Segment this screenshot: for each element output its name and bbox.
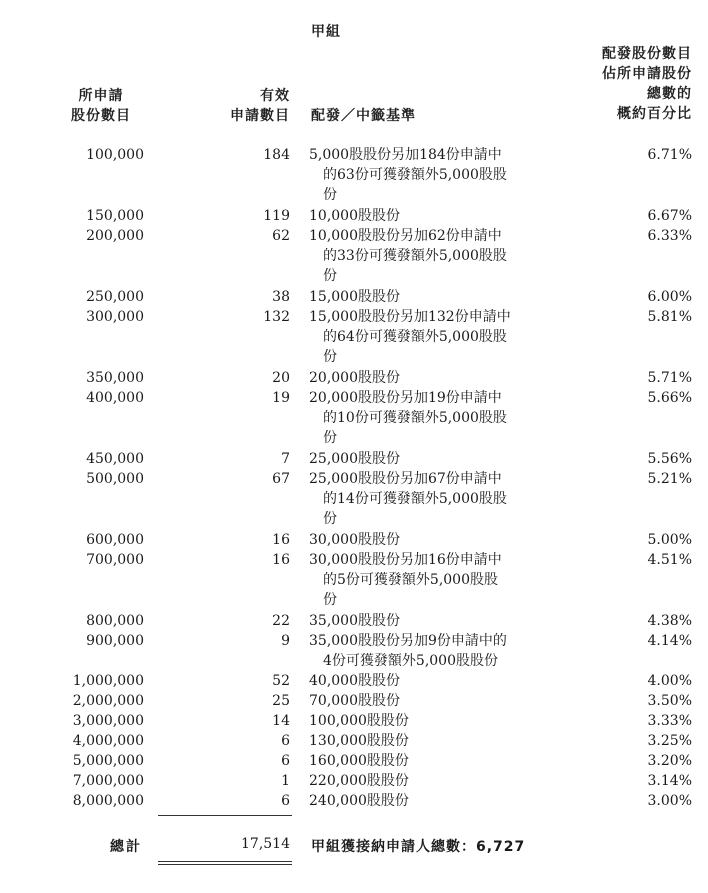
- basis-line: 30,000股股份: [309, 532, 400, 548]
- valid-applications-cell: 16: [272, 552, 290, 568]
- table-row: [0, 469, 708, 529]
- valid-applications-cell: 132: [263, 309, 290, 325]
- basis-cell: [309, 226, 549, 286]
- percentage-cell: 3.00%: [647, 793, 692, 809]
- basis-cell: [309, 449, 549, 469]
- basis-line: 70,000股股份: [309, 693, 400, 709]
- basis-line: 10,000股股份: [309, 208, 400, 224]
- percentage-cell: 3.50%: [647, 693, 692, 709]
- percentage-cell: 5.66%: [647, 390, 692, 406]
- basis-cell: [309, 368, 549, 388]
- percentage-cell: 6.71%: [647, 147, 692, 163]
- basis-cell: [309, 671, 549, 691]
- shares-applied-cell: 400,000: [86, 390, 144, 406]
- basis-cell: [309, 388, 549, 448]
- basis-line: 30,000股股份另加16份申請中: [309, 552, 502, 568]
- basis-line: 5,000股股份另加184份申請中: [309, 147, 502, 163]
- basis-line: 份: [323, 349, 337, 365]
- basis-line: 的64份可獲發額外5,000股股: [323, 329, 507, 345]
- valid-applications-cell: 25: [272, 693, 290, 709]
- basis-line: 份: [323, 511, 337, 527]
- shares-applied-cell: 150,000: [86, 208, 144, 224]
- basis-line: 的33份可獲發額外5,000股股: [323, 248, 507, 264]
- shares-applied-cell: 200,000: [86, 228, 144, 244]
- header-shares-applied-line: 股份數目: [71, 108, 131, 124]
- shares-applied-cell: 5,000,000: [72, 753, 144, 769]
- header-percentage-line: 概約百分比: [617, 106, 692, 122]
- table-row: [0, 388, 708, 448]
- percentage-cell: 3.33%: [647, 713, 692, 729]
- basis-line: 35,000股股份另加9份申請中的: [309, 633, 507, 649]
- header-shares-applied-line: 所申請: [78, 88, 124, 104]
- basis-cell: [309, 751, 549, 771]
- valid-applications-cell: 6: [281, 733, 290, 749]
- basis-cell: [309, 731, 549, 751]
- shares-applied-cell: 500,000: [86, 471, 144, 487]
- table-row: [0, 368, 708, 388]
- basis-line: 的63份可獲發額外5,000股股: [323, 167, 507, 183]
- basis-line: 100,000股股份: [309, 713, 409, 729]
- allocation-table: [0, 145, 708, 811]
- header-valid-applications-line: 申請數目: [230, 108, 290, 124]
- shares-applied-cell: 1,000,000: [72, 673, 144, 689]
- basis-line: 的14份可獲發額外5,000股股: [323, 491, 507, 507]
- percentage-cell: 6.33%: [647, 228, 692, 244]
- basis-line: 130,000股股份: [309, 733, 409, 749]
- basis-line: 的5份可獲發額外5,000股股: [323, 572, 498, 588]
- header-valid-applications: [190, 86, 290, 126]
- basis-cell: [309, 206, 549, 226]
- table-row: [0, 307, 708, 367]
- table-row: [0, 206, 708, 226]
- basis-line: 220,000股股份: [309, 773, 409, 789]
- valid-applications-cell: 7: [281, 451, 290, 467]
- basis-cell: [309, 145, 549, 205]
- header-percentage-line: 總數的: [647, 86, 692, 102]
- valid-applications-cell: 184: [263, 147, 290, 163]
- table-row: [0, 671, 708, 691]
- valid-applications-cell: 20: [272, 370, 290, 386]
- table-row: [0, 550, 708, 610]
- table-row: [0, 771, 708, 791]
- total-double-rule-top: [158, 861, 292, 862]
- basis-cell: [309, 530, 549, 550]
- shares-applied-cell: 3,000,000: [72, 713, 144, 729]
- table-row: [0, 449, 708, 469]
- valid-applications-cell: 119: [263, 208, 290, 224]
- valid-applications-cell: 6: [281, 793, 290, 809]
- percentage-cell: 5.81%: [647, 309, 692, 325]
- basis-cell: [309, 469, 549, 529]
- basis-cell: [309, 287, 549, 307]
- basis-line: 4份可獲發額外5,000股股份: [323, 653, 498, 669]
- shares-applied-cell: 7,000,000: [72, 773, 144, 789]
- valid-applications-cell: 6: [281, 753, 290, 769]
- table-row: [0, 287, 708, 307]
- shares-applied-cell: 700,000: [86, 552, 144, 568]
- table-row: [0, 530, 708, 550]
- shares-applied-cell: 450,000: [86, 451, 144, 467]
- table-row: [0, 731, 708, 751]
- valid-applications-cell: 62: [272, 228, 290, 244]
- basis-line: 15,000股股份另加132份申請中: [309, 309, 511, 325]
- basis-cell: [309, 791, 549, 811]
- percentage-cell: 5.56%: [647, 451, 692, 467]
- table-row: [0, 611, 708, 631]
- basis-line: 10,000股股份另加62份申請中: [309, 228, 502, 244]
- header-basis: 配發／中籤基準: [311, 108, 416, 124]
- valid-applications-cell: 19: [272, 390, 290, 406]
- percentage-cell: 4.38%: [647, 613, 692, 629]
- valid-applications-cell: 1: [281, 773, 290, 789]
- basis-line: 25,000股股份: [309, 451, 400, 467]
- shares-applied-cell: 300,000: [86, 309, 144, 325]
- group-title: 甲組: [311, 24, 341, 40]
- valid-applications-cell: 16: [272, 532, 290, 548]
- percentage-cell: 6.00%: [647, 289, 692, 305]
- percentage-cell: 5.71%: [647, 370, 692, 386]
- percentage-cell: 4.14%: [647, 633, 692, 649]
- header-percentage: [560, 44, 692, 124]
- shares-applied-cell: 100,000: [86, 147, 144, 163]
- shares-applied-cell: 900,000: [86, 633, 144, 649]
- percentage-cell: 4.51%: [647, 552, 692, 568]
- total-valid-applications: 17,514: [241, 836, 290, 852]
- basis-line: 份: [323, 592, 337, 608]
- valid-applications-cell: 22: [272, 613, 290, 629]
- percentage-cell: 3.25%: [647, 733, 692, 749]
- basis-line: 20,000股股份另加19份申請中: [309, 390, 502, 406]
- table-row: [0, 751, 708, 771]
- basis-line: 份: [323, 268, 337, 284]
- basis-line: 份: [323, 430, 337, 446]
- basis-cell: [309, 611, 549, 631]
- basis-cell: [309, 631, 549, 671]
- header-shares-applied: [60, 86, 142, 126]
- percentage-cell: 3.14%: [647, 773, 692, 789]
- shares-applied-cell: 350,000: [86, 370, 144, 386]
- percentage-cell: 3.20%: [647, 753, 692, 769]
- total-double-rule-bottom: [158, 864, 292, 865]
- shares-applied-cell: 4,000,000: [72, 733, 144, 749]
- table-row: [0, 791, 708, 811]
- table-row: [0, 226, 708, 286]
- basis-cell: [309, 307, 549, 367]
- valid-applications-cell: 9: [281, 633, 290, 649]
- basis-cell: [309, 691, 549, 711]
- basis-line: 160,000股股份: [309, 753, 409, 769]
- basis-line: 35,000股股份: [309, 613, 400, 629]
- percentage-cell: 5.21%: [647, 471, 692, 487]
- percentage-cell: 5.00%: [647, 532, 692, 548]
- table-row: [0, 631, 708, 671]
- basis-cell: [309, 771, 549, 791]
- valid-applications-cell: 38: [272, 289, 290, 305]
- table-row: [0, 711, 708, 731]
- basis-line: 40,000股股份: [309, 673, 400, 689]
- valid-applications-cell: 14: [272, 713, 290, 729]
- basis-line: 15,000股股份: [309, 289, 400, 305]
- header-valid-applications-line: 有效: [260, 88, 290, 104]
- shares-applied-cell: 800,000: [86, 613, 144, 629]
- shares-applied-cell: 2,000,000: [72, 693, 144, 709]
- subtotal-rule: [158, 815, 292, 816]
- total-successful-applicants: 甲組獲接納申請人總數：6,727: [311, 839, 526, 855]
- valid-applications-cell: 67: [272, 471, 290, 487]
- basis-cell: [309, 711, 549, 731]
- valid-applications-cell: 52: [272, 673, 290, 689]
- total-label: 總計: [110, 839, 142, 855]
- shares-applied-cell: 600,000: [86, 532, 144, 548]
- basis-line: 240,000股股份: [309, 793, 409, 809]
- table-row: [0, 691, 708, 711]
- basis-line: 的10份可獲發額外5,000股股: [323, 410, 507, 426]
- percentage-cell: 4.00%: [647, 673, 692, 689]
- table-row: [0, 145, 708, 205]
- header-percentage-line: 佔所申請股份: [602, 66, 692, 82]
- basis-cell: [309, 550, 549, 610]
- basis-line: 20,000股股份: [309, 370, 400, 386]
- percentage-cell: 6.67%: [647, 208, 692, 224]
- header-percentage-line: 配發股份數目: [602, 46, 692, 62]
- shares-applied-cell: 250,000: [86, 289, 144, 305]
- shares-applied-cell: 8,000,000: [72, 793, 144, 809]
- basis-line: 25,000股股份另加67份申請中: [309, 471, 502, 487]
- basis-line: 份: [323, 187, 337, 203]
